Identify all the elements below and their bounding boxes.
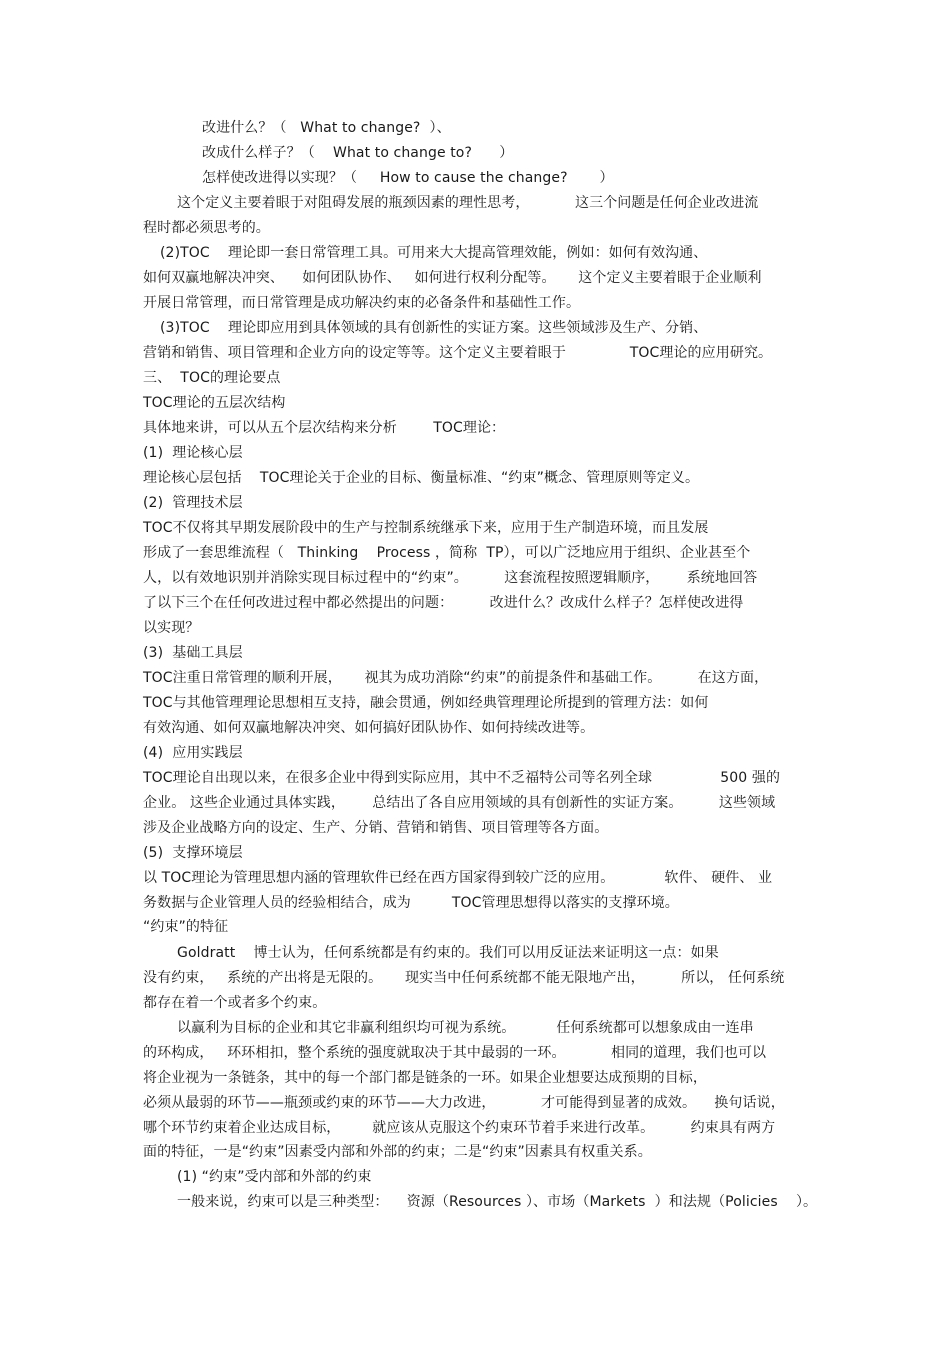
question-how-to-cause-change: 怎样使改进得以实现？（ How to cause the change? ） [202,170,614,186]
paragraph-line: 没有约束， 系统的产出将是无限的。 现实当中任何系统都不能无限地产出， 所以， 任何系统 [143,970,785,986]
layer-heading: (5) 支撑环境层 [143,845,243,861]
paragraph-line: 人，以有效地识别并消除实现目标过程中的“约束”。 这套流程按照逻辑顺序， 系统地回答 [143,570,758,586]
layer-heading: (4) 应用实践层 [143,745,243,761]
paragraph-line: 以实现？ [143,620,200,636]
paragraph-line: (3)TOC 理论即应用到具体领域的具有创新性的实证方案。这些领域涉及生产、分销、 [160,320,708,336]
paragraph-line: 程时都必须思考的。 [143,220,270,236]
question-what-to-change-to: 改成什么样子？（ What to change to? ） [202,145,514,161]
paragraph-line: 形成了一套思维流程（ Thinking Process ，简称 TP），可以广泛地应用于组织、企业甚至个 [143,545,751,561]
paragraph-line: 企业。 这些企业通过具体实践， 总结出了各自应用领域的具有创新性的实证方案。 这些领域 [143,795,776,811]
paragraph-line: 这个定义主要着眼于对阻碍发展的瓶颈因素的理性思考， 这三个问题是任何企业改进流 [177,195,759,211]
paragraph-line: 涉及企业战略方向的设定、生产、分销、营销和销售、项目管理等各方面。 [143,820,609,836]
paragraph-line: 营销和销售、项目管理和企业方向的设定等等。这个定义主要着眼于 TOC理论的应用研究。 [143,345,773,361]
layer-heading: (1) 理论核心层 [143,445,243,461]
paragraph-line: 了以下三个在任何改进过程中都必然提出的问题： 改进什么？改成什么样子？怎样使改进得 [143,595,744,611]
paragraph-line: 面的特征，一是“约束”因素受内部和外部的约束；二是“约束”因素具有权重关系。 [143,1144,652,1160]
paragraph-line: TOC理论自出现以来，在很多企业中得到实际应用，其中不乏福特公司等名列全球 500 强的 [143,770,781,786]
paragraph-line: 一般来说，约束可以是三种类型： 资源（Resources ）、市场（Markets ）和法规（Policies ）。 [177,1194,818,1210]
question-what-to-change: 改进什么？（ What to change? ）、 [202,120,451,136]
subsection-heading: TOC理论的五层次结构 [143,395,286,411]
paragraph-line: 哪个环节约束着企业达成目标， 就应该从克服这个约束环节着手来进行改革。 约束具有两方 [143,1120,776,1136]
paragraph-line: 都存在着一个或者多个约束。 [143,995,327,1011]
paragraph-line: 具体地来讲，可以从五个层次结构来分析 TOC理论： [143,420,506,436]
paragraph-line: 开展日常管理，而日常管理是成功解决约束的必备条件和基础性工作。 [143,295,581,311]
paragraph-line: TOC注重日常管理的顺利开展， 视其为成功消除“约束”的前提条件和基础工作。 在这方面， [143,670,769,686]
paragraph-line: 理论核心层包括 TOC理论关于企业的目标、衡量标准、“约束”概念、管理原则等定义。 [143,470,700,486]
paragraph-line: TOC不仅将其早期发展阶段中的生产与控制系统继承下来，应用于生产制造环境，而且发展 [143,520,709,536]
paragraph-line: 如何双赢地解决冲突、 如何团队协作、 如何进行权利分配等。 这个定义主要着眼于企业顺利 [143,270,762,286]
paragraph-line: Goldratt 博士认为，任何系统都是有约束的。我们可以用反证法来证明这一点：如果 [177,945,719,961]
paragraph-line: 必须从最弱的环节——瓶颈或约束的环节——大力改进， 才可能得到显著的成效。 换句话说， [143,1095,785,1111]
paragraph-line: 以赢利为目标的企业和其它非赢利组织均可视为系统。 任何系统都可以想象成由一连串 [177,1020,754,1036]
paragraph-line: TOC与其他管理理论思想相互支持，融会贯通，例如经典管理理论所提到的管理方法：如何 [143,695,709,711]
layer-heading: (3) 基础工具层 [143,645,243,661]
paragraph-line: 的环构成， 环环相扣，整个系统的强度就取决于其中最弱的一环。 相同的道理，我们也可以 [143,1045,767,1061]
subsection-heading: (1) “约束”受内部和外部的约束 [177,1169,372,1185]
paragraph-line: (2)TOC 理论即一套日常管理工具。可用来大大提高管理效能，例如：如何有效沟通、 [160,245,708,261]
layer-heading: (2) 管理技术层 [143,495,243,511]
section-heading: 三、 TOC的理论要点 [143,370,281,386]
paragraph-line: 以 TOC理论为管理思想内涵的管理软件已经在西方国家得到较广泛的应用。 软件、 硬件、 业 [143,870,773,886]
paragraph-line: 务数据与企业管理人员的经验相结合，成为 TOC管理思想得以落实的支撑环境。 [143,895,679,911]
subsection-heading: “约束”的特征 [143,919,229,935]
paragraph-line: 有效沟通、如何双赢地解决冲突、如何搞好团队协作、如何持续改进等。 [143,720,595,736]
paragraph-line: 将企业视为一条链条，其中的每一个部门都是链条的一环。如果企业想要达成预期的目标， [143,1070,707,1086]
